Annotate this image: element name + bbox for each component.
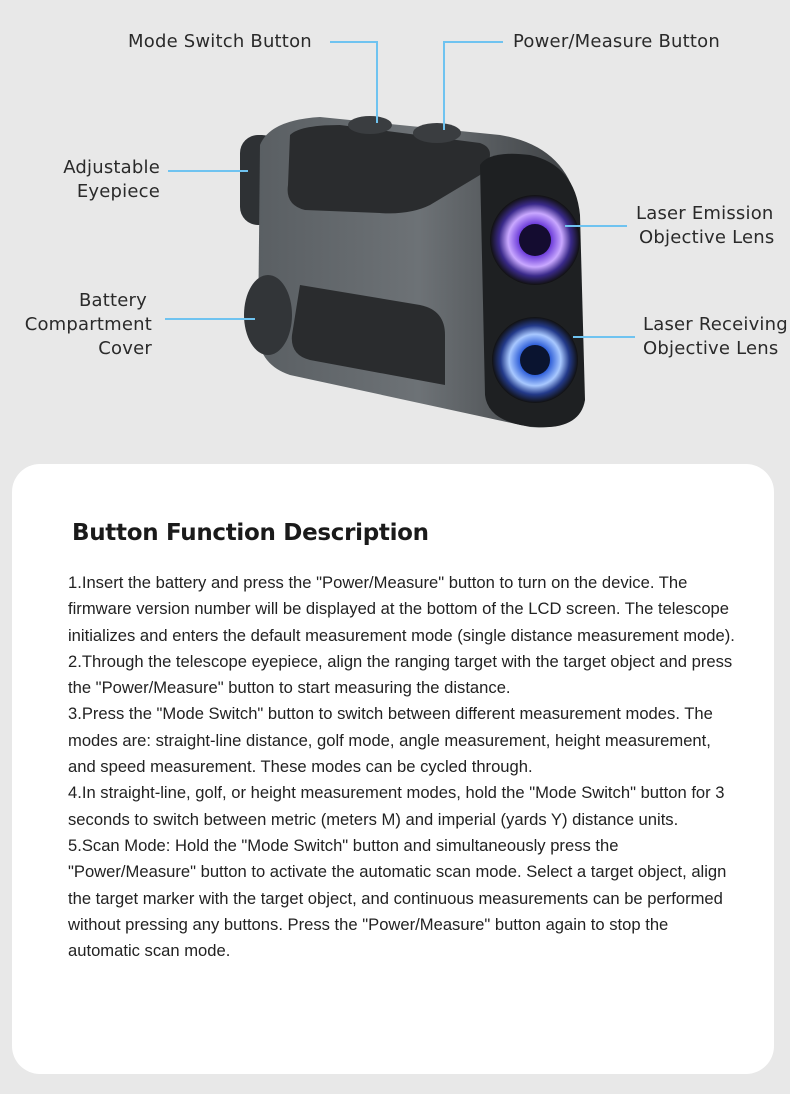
power-line-v — [443, 41, 445, 130]
battery-line — [165, 318, 255, 320]
paragraph-5: 5.Scan Mode: Hold the "Mode Switch" button and simultaneously press the "Power/Measure" button to activate the automatic scan mode. Select a target object, align the target marker with the target object, and continuous measurements can be performed without pressing any buttons. Press the "Power/Measure" button again to stop the automatic scan mode. — [68, 835, 727, 961]
power-line-h — [443, 41, 503, 43]
paragraph-2: 2.Through the telescope eyepiece, align the ranging target with the target object and press the "Power/Measure" button to start measuring the distance. — [68, 651, 733, 698]
description-text — [68, 570, 738, 964]
battery-cover-label: Battery Compartment Cover — [24, 290, 152, 359]
mode-switch-button-shape — [348, 116, 392, 134]
power-measure-label: Power/Measure Button — [513, 31, 721, 52]
emission-line — [565, 225, 627, 227]
eyepiece-line — [168, 170, 248, 172]
receiving-line — [573, 336, 635, 338]
rangefinder-illustration — [230, 105, 590, 435]
battery-cover-shape — [244, 275, 292, 355]
emission-lens-label: Laser Emission Objective Lens — [636, 203, 775, 248]
eyepiece-label: Adjustable Eyepiece — [63, 157, 160, 202]
paragraph-3: 3.Press the "Mode Switch" button to switch between different measurement modes. The modes are: straight-line distance, golf mode, angle measurement, height measurement, and speed measurement. These modes can be cycled through. — [68, 704, 713, 777]
description-card — [12, 464, 774, 1074]
paragraph-1: 1.Insert the battery and press the "Power/Measure" button to turn on the device. The firmware version number will be displayed at the bottom of the LCD screen. The telescope initializes and enters the default measurement mode (single distance measurement mode). — [68, 573, 735, 645]
mode-switch-line-h — [330, 41, 377, 43]
product-diagram — [0, 0, 790, 460]
power-button-shape — [413, 123, 461, 143]
section-title: Button Function Description — [72, 520, 429, 546]
receiving-lens-label: Laser Receiving Objective Lens — [643, 314, 788, 359]
mode-switch-label: Mode Switch Button — [128, 31, 312, 52]
mode-switch-line-v — [376, 41, 378, 123]
paragraph-4: 4.In straight-line, golf, or height measurement modes, hold the "Mode Switch" button for 3 seconds to switch between metric (meters M) and imperial (yards Y) distance units. — [68, 783, 725, 829]
